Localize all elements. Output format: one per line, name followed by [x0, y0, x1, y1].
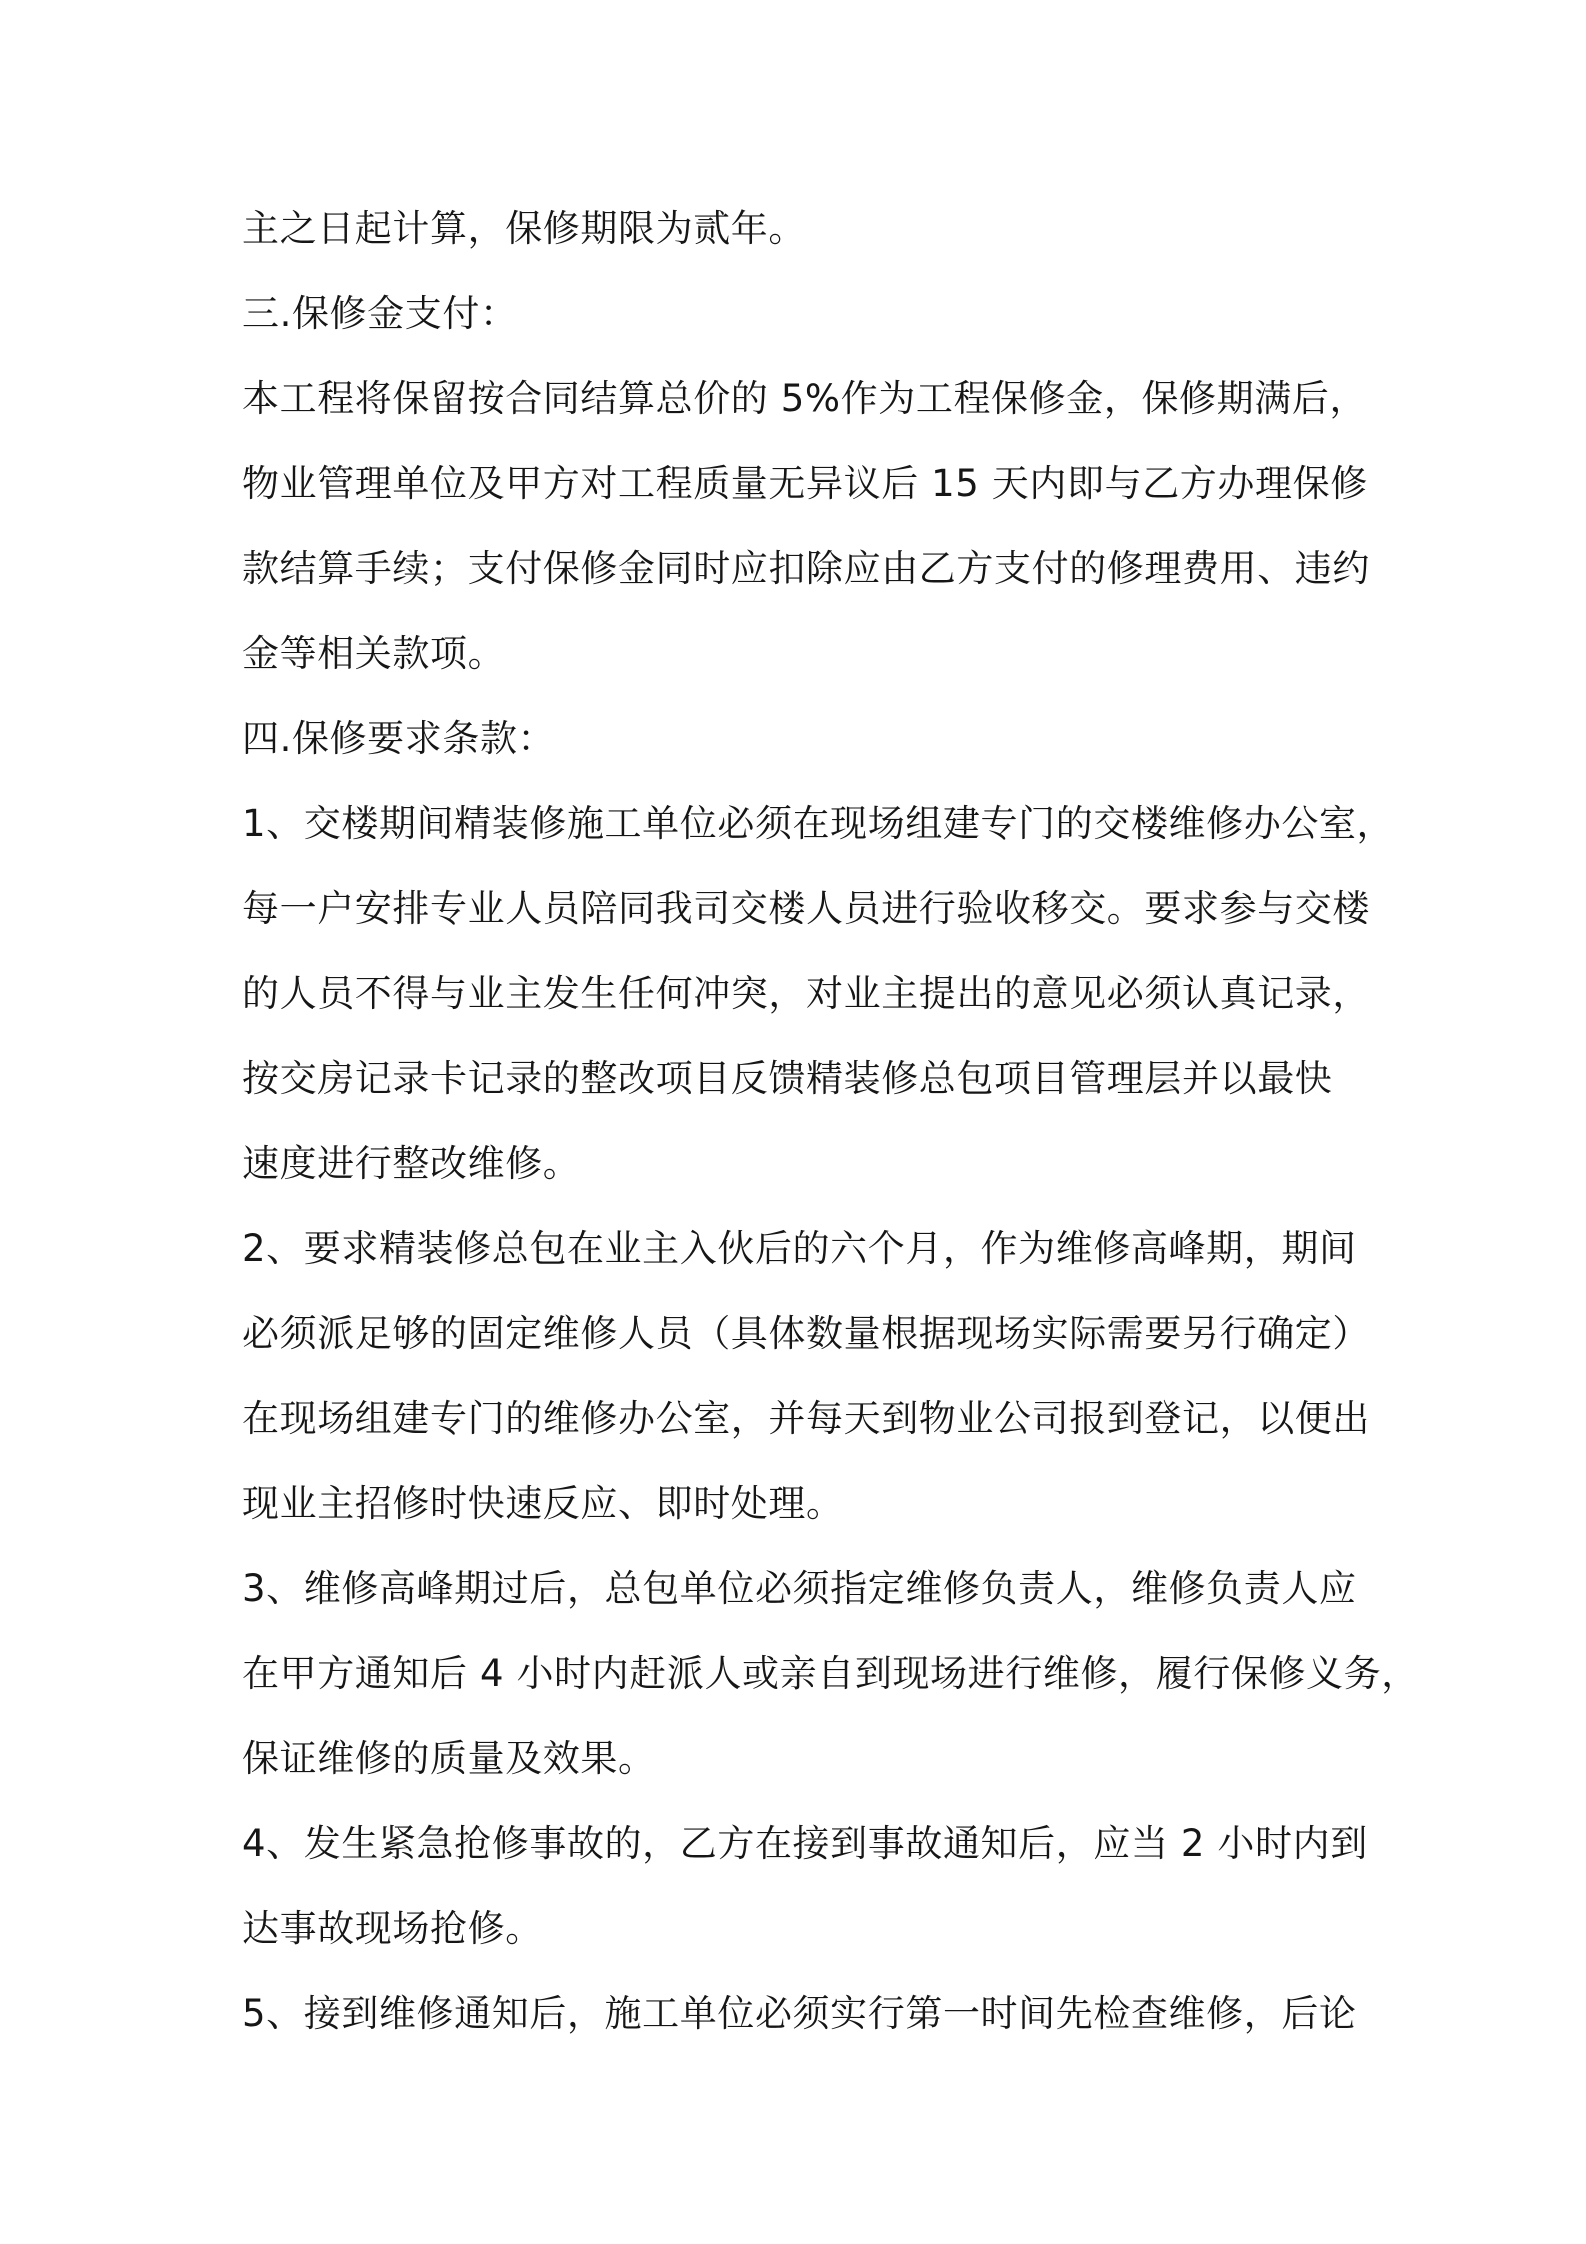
text-line: 在现场组建专门的维修办公室，并每天到物业公司报到登记，以便出	[242, 1397, 1370, 1440]
text-line: 按交房记录卡记录的整改项目反馈精装修总包项目管理层并以最快	[242, 1057, 1333, 1100]
text-line: 现业主招修时快速反应、即时处理。	[242, 1482, 844, 1525]
text-line: 4、发生紧急抢修事故的，乙方在接到事故通知后，应当 2 小时内到	[242, 1822, 1368, 1865]
section-heading-requirements: 四.保修要求条款：	[242, 717, 556, 760]
text-line: 速度进行整改维修。	[242, 1142, 581, 1185]
text-line: 金等相关款项。	[242, 632, 506, 675]
text-line: 1、交楼期间精装修施工单位必须在现场组建专门的交楼维修办公室，	[242, 802, 1395, 845]
section-heading-payment: 三.保修金支付：	[242, 292, 518, 335]
text-line: 3、维修高峰期过后，总包单位必须指定维修负责人，维修负责人应	[242, 1567, 1357, 1610]
text-line: 在甲方通知后 4 小时内赶派人或亲自到现场进行维修，履行保修义务，	[242, 1652, 1419, 1695]
text-line: 达事故现场抢修。	[242, 1907, 543, 1950]
text-line: 2、要求精装修总包在业主入伙后的六个月，作为维修高峰期，期间	[242, 1227, 1357, 1270]
text-line: 本工程将保留按合同结算总价的 5%作为工程保修金，保修期满后，	[242, 377, 1368, 420]
text-line: 必须派足够的固定维修人员（具体数量根据现场实际需要另行确定）	[242, 1312, 1370, 1355]
text-line: 每一户安排专业人员陪同我司交楼人员进行验收移交。要求参与交楼	[242, 887, 1370, 930]
text-line: 保证维修的质量及效果。	[242, 1737, 656, 1780]
text-line: 的人员不得与业主发生任何冲突，对业主提出的意见必须认真记录，	[242, 972, 1370, 1015]
text-line: 物业管理单位及甲方对工程质量无异议后 15 天内即与乙方办理保修	[242, 462, 1368, 505]
text-line: 5、接到维修通知后，施工单位必须实行第一时间先检查维修，后论	[242, 1992, 1357, 2035]
text-line: 主之日起计算，保修期限为贰年。	[242, 207, 806, 250]
text-line: 款结算手续；支付保修金同时应扣除应由乙方支付的修理费用、违约	[242, 547, 1370, 590]
